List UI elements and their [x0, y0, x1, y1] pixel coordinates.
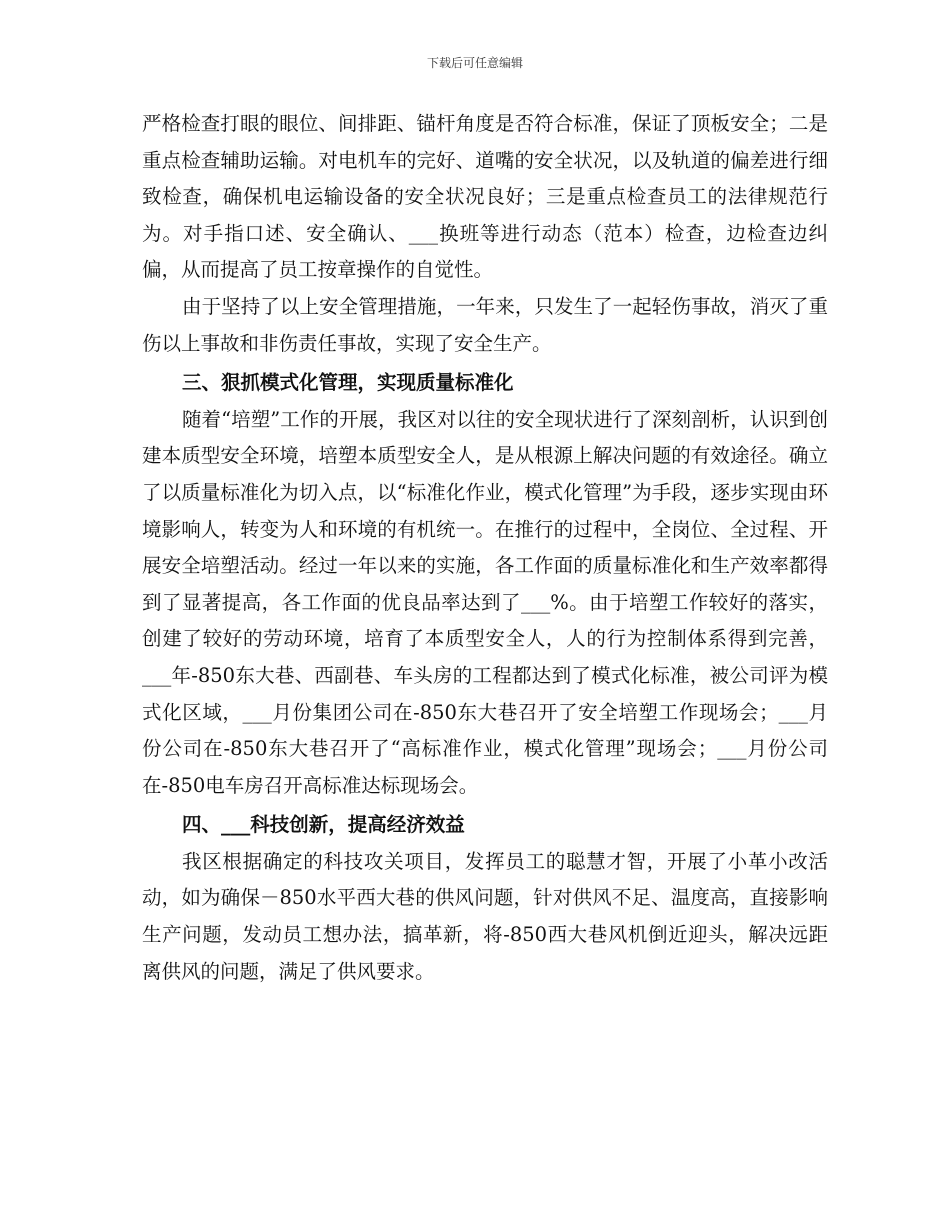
paragraph-safety-checks: 严格检查打眼的眼位、间排距、锚杆角度是否符合标准，保证了顶板安全；二是重点检查辅助运输。对电机车的完好、道嘴的安全状况，以及轨道的偏差进行细致检查，确保机电运输设备的安全状况良好；三是重点检查员工的法律规范行为。对手指口述、安全确认、___换班等进行动态（范本）检查，边检查边纠偏，从而提高了员工按章操作的自觉性。 — [142, 112, 828, 282]
paragraph-standardization: 随着“培塑”工作的开展，我区对以往的安全现状进行了深刻剖析，认识到创建本质型安全环境，培塑本质型安全人，是从根源上解决问题的有效途径。确立了以质量标准化为切入点，以“标准化作业，模式化管理”为手段，逐步实现由环境影响人，转变为人和环境的有机统一。在推行的过程中，全岗位、全过程、开展安全培塑活动。经过一年以来的实施，各工作面的质量标准化和生产效率都得到了显著提高，各工作面的优良品率达到了___%。由于培塑工作较好的落实，创建了较好的劳动环境，培育了本质型安全人，人的行为控制体系得到完善，___年-850东大巷、西副巷、车头房的工程都达到了模式化标准，被公司评为模式化区域，___月份集团公司在-850东大巷召开了安全培塑工作现场会；___月份公司在-850东大巷召开了“高标准作业，模式化管理”现场会；___月份公司在-850电车房召开高标准达标现场会。 — [142, 407, 828, 797]
paragraph-safety-result: 由于坚持了以上安全管理措施，一年来，只发生了一起轻伤事故，消灭了重伤以上事故和非伤责任事故，实现了安全生产。 — [142, 294, 828, 355]
paragraph-innovation: 我区根据确定的科技攻关项目，发挥员工的聪慧才智，开展了小革小改活动，如为确保－850水平西大巷的供风问题，针对供风不足、温度高，直接影响生产问题，发动员工想办法，搞革新，将-850西大巷风机倒近迎头，解决远距离供风的问题，满足了供风要求。 — [142, 849, 828, 983]
section-heading-3: 三、狠抓模式化管理，实现质量标准化 — [182, 371, 514, 395]
page-header: 下载后可任意编辑 — [426, 56, 523, 70]
document-body — [142, 106, 828, 990]
section-heading-4: 四、___科技创新，提高经济效益 — [182, 813, 465, 837]
